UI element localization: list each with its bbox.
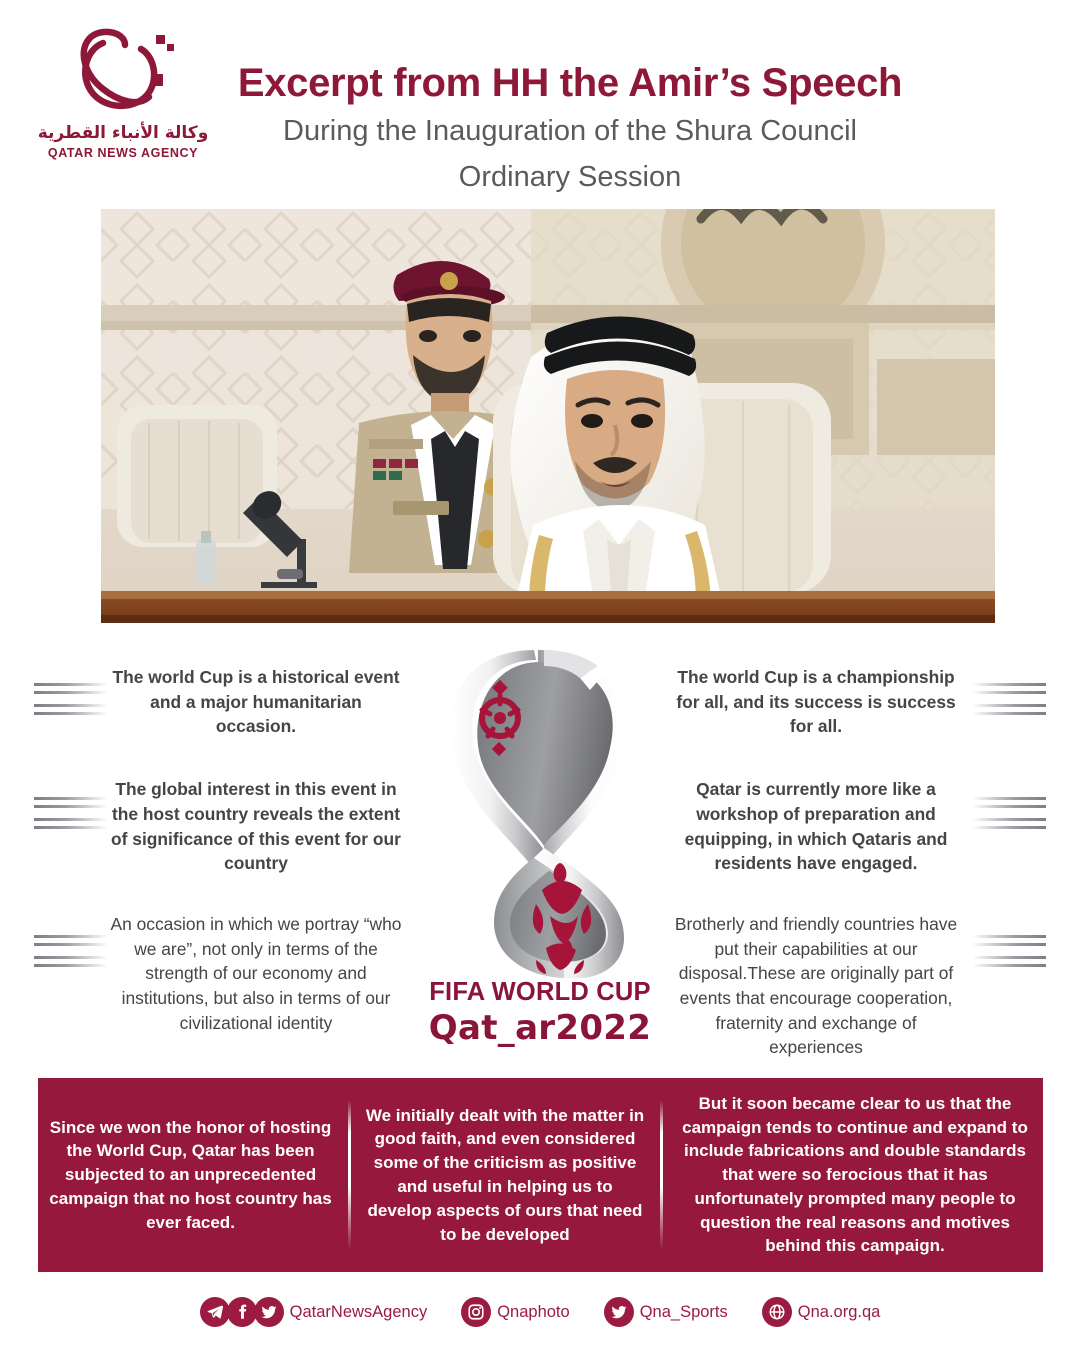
- highlight-band: [38, 1078, 1043, 1272]
- social-label-4: Qna.org.qa: [797, 1302, 881, 1321]
- quote-left-3: An occasion in which we portray “who we are”, not only in terms of the strength of our economy and institutions, but also in terms of our civilizational identity: [110, 913, 402, 1033]
- logo-arabic-text: وكالة الأنباء القطرية: [37, 123, 209, 143]
- fifa-world-cup-emblem: [404, 648, 676, 1048]
- band-divider-1: [343, 1078, 355, 1272]
- header: [0, 0, 1080, 205]
- logo-english-text: QATAR NEWS AGENCY: [47, 146, 199, 160]
- fifa-world-cup-qatar-2022-emblem-icon: [404, 648, 676, 978]
- quote-right-3: Brotherly and friendly countries have put their capabilities at our disposal.These are originally part of events that encourage cooperation, fraternity and exchange of experiences: [674, 913, 958, 1058]
- social-label-2: Qnaphoto: [497, 1302, 570, 1321]
- page-subtitle-line2: Ordinary Session: [458, 161, 682, 194]
- band-divider-2: [655, 1078, 667, 1272]
- instagram-icon[interactable]: [461, 1297, 491, 1327]
- page-subtitle-line1: During the Inauguration of the Shura Council: [283, 115, 857, 147]
- social-icons-2: [461, 1297, 488, 1327]
- emblem-qatar-text: Qat_ar2022: [428, 1008, 652, 1048]
- decor-lines-right-2: [972, 797, 1046, 834]
- band-column-3: [667, 1078, 1043, 1272]
- quote-right-2: Qatar is currently more like a workshop of preparation and equipping, in which Qataris and residents have engaged.: [684, 779, 948, 874]
- social-icons-3: [604, 1297, 631, 1327]
- social-icons-1: [200, 1297, 281, 1327]
- facebook-icon[interactable]: [227, 1297, 257, 1327]
- twitter-icon[interactable]: [604, 1297, 634, 1327]
- quote-left-2: The global interest in this event in the host country reveals the extent of significance of this event for our country: [111, 779, 401, 874]
- social-icons-4: [762, 1297, 789, 1327]
- social-label-3: Qna_Sports: [639, 1302, 728, 1321]
- social-group-website: [762, 1297, 881, 1327]
- decor-lines-left-3: [34, 935, 108, 972]
- quote-left-1: The world Cup is a historical event and a major humanitarian occasion.: [112, 667, 400, 737]
- quote-right-1: The world Cup is a championship for all, and its success is success for all.: [676, 667, 956, 737]
- decor-lines-left-1: [34, 683, 108, 720]
- band-text-1: Since we won the honor of hosting the World Cup, Qatar has been subjected to an unprecedented campaign that no host country has ever faced.: [49, 1117, 332, 1232]
- quote-column-right: [668, 665, 964, 1060]
- qna-logo: [34, 27, 212, 175]
- footer-social-bar: [0, 1285, 1080, 1339]
- decor-lines-right-3: [972, 935, 1046, 972]
- speech-photo: [101, 209, 995, 623]
- qna-infinity-logo-icon: [63, 27, 183, 123]
- band-column-2: [355, 1078, 655, 1272]
- social-group-qnaphoto: [461, 1297, 603, 1327]
- emblem-fifa-text: FIFA WORLD CUP: [429, 978, 651, 1006]
- decor-lines-left-2: [34, 797, 108, 834]
- emblem-wordmark: [404, 978, 676, 1048]
- page-title: Excerpt from HH the Amir’s Speech: [237, 61, 903, 105]
- decor-lines-right-1: [972, 683, 1046, 720]
- band-text-2: We initially dealt with the matter in good faith, and even considered some of the criticism as positive and useful in helping us to develop aspects of ours that need to be developed: [365, 1105, 645, 1244]
- social-label-1: QatarNewsAgency: [289, 1302, 428, 1321]
- title-block: [200, 62, 940, 196]
- social-group-qnasports: [604, 1297, 762, 1327]
- speech-photo-illustration: [101, 209, 995, 623]
- social-group-qatarnewsagency: [200, 1297, 462, 1327]
- globe-icon[interactable]: [762, 1297, 792, 1327]
- band-column-1: [38, 1078, 343, 1272]
- quote-column-left: [108, 665, 404, 1035]
- twitter-icon[interactable]: [254, 1297, 284, 1327]
- band-text-3: But it soon became clear to us that the campaign tends to continue and expand to include fabrications and double standards that were so ferocious that it has unfortunately prompted many people to question the real reasons and motives behind this campaign.: [682, 1093, 1028, 1256]
- telegram-icon[interactable]: [200, 1297, 230, 1327]
